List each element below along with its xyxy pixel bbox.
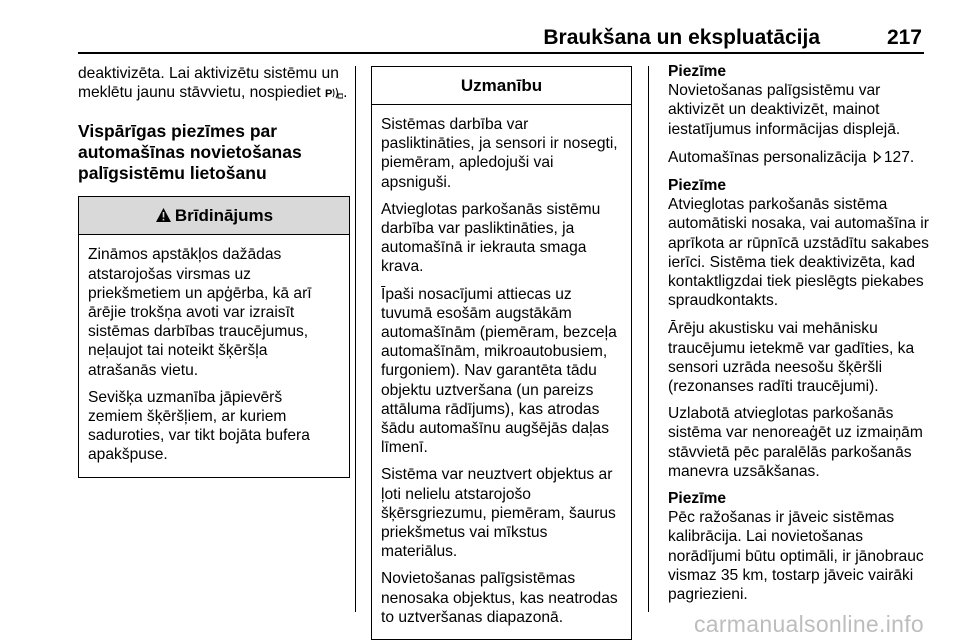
middle-column — [371, 64, 632, 640]
caution-box-header: Uzmanību — [372, 67, 631, 105]
warning-triangle-icon — [155, 199, 172, 236]
caution-paragraph: Sistēma var neuztvert objektus ar ļoti nelielu atstarojošo šķērsgriezumu, piemēram, šaurus priekšmetus vai mīkstus materiālus. — [381, 466, 616, 561]
chapter-title: Braukšana un ekspluatācija — [543, 26, 820, 49]
right-column — [668, 62, 930, 613]
warning-box-header — [79, 197, 349, 235]
page-number: 217 — [886, 26, 922, 49]
caution-box — [371, 66, 632, 640]
watermark: carmanualsonline.info — [693, 611, 924, 637]
note-block — [668, 62, 930, 139]
warning-title: Brīdinājums — [174, 206, 274, 226]
page-reference-arrow-icon — [873, 149, 882, 168]
note-text: Novietošanas palīgsistēmu var aktivizēt un deaktivizēt, mainot iestatījumus informācijas displejā. — [668, 82, 901, 138]
column-divider-left — [355, 66, 356, 612]
caution-paragraph: Īpaši nosacījumi attiecas uz tuvumā esošām augstākām automašīnām (piemēram, bezceļa automašīnām, mikroautobusiem, furgoniem). Nav garantēta tādu objektu uztveršana (un pareizs attāluma rādījums), kas atrodas šādu automašīnu augšējās daļas līmenī. — [381, 285, 617, 457]
warning-paragraph: Zināmos apstākļos dažādas atstarojošas virsmas uz priekšmetiem un apģērba, kā arī ārējie trokšņa avoti var izraisīt sistēmas darbības traucējumus, neļaujot tai noteikt šķēršļa atrašanās vietu. — [88, 246, 312, 379]
park-assist-icon — [325, 86, 343, 105]
note-label: Piezīme — [668, 63, 727, 80]
cross-reference[interactable]: Automašīnas personalizācija 127. — [668, 148, 930, 168]
section-heading: Vispārīgas piezīmes par automašīnas novietošanas palīgsistēmu lietošanu — [78, 121, 302, 184]
column-divider-right — [648, 66, 649, 612]
warning-box — [78, 196, 350, 477]
note-label: Piezīme — [668, 490, 727, 508]
warning-paragraph: Sevišķa uzmanība jāpievērš zemiem šķēršļiem, ar kuriem saduroties, var tikt bojāta bufera apakšpuse. — [88, 388, 310, 464]
note-block — [668, 176, 930, 310]
note-text: Atvieglotas parkošanās sistēma automātiski nosaka, vai automašīna ir aprīkota ar rūpnīcā uzstādītu sakabes ierīci. Sistēma tiek deaktivizēta, kad kontaktligzdai tiek pieslēgts piekabes spraudkontakts. — [668, 196, 929, 310]
left-column — [78, 64, 350, 478]
warning-box-body — [79, 235, 349, 476]
caution-paragraph: Atvieglotas parkošanās sistēmu darbība var pasliktināties, ja automašīnā ir iekrauta smaga krava. — [381, 200, 601, 276]
note-text: Pēc ražošanas ir jāveic sistēmas kalibrācija. Lai novietošanas norādījumi būtu optimāli, ir jānobrauc vismaz 35 km, tostarp jāveic vairāki pagriezieni. — [668, 509, 924, 604]
body-paragraph: Uzlabotā atvieglotas parkošanās sistēma var nenoreaģēt uz izmaiņām stāvvietā pēc paralēlās parkošanās manevra uzsākšanas. — [668, 405, 923, 480]
svg-text:P: P — [325, 88, 333, 101]
body-paragraph: Ārēju akustisku vai mehānisku traucējumu ietekmē var gadīties, ka sensori uzrāda neesošu šķēršli (rezonanses radīti traucējumi). — [668, 320, 915, 396]
intro-paragraph: deaktivizēta. Lai aktivizētu sistēmu un meklētu jaunu stāvvietu, nospiediet P . — [78, 64, 350, 105]
caution-paragraph: Novietošanas palīgsistēmas nenosaka objektus, kas neatrodas to uztveršanas diapazonā. — [381, 570, 618, 626]
caution-paragraph: Sistēmas darbība var pasliktināties, ja sensori ir nosegti, piemēram, apledojuši vai apsniguši. — [381, 116, 618, 191]
note-label: Piezīme — [668, 177, 727, 195]
caution-box-body — [372, 105, 631, 639]
header-rule — [78, 52, 924, 54]
note-block — [668, 489, 930, 604]
